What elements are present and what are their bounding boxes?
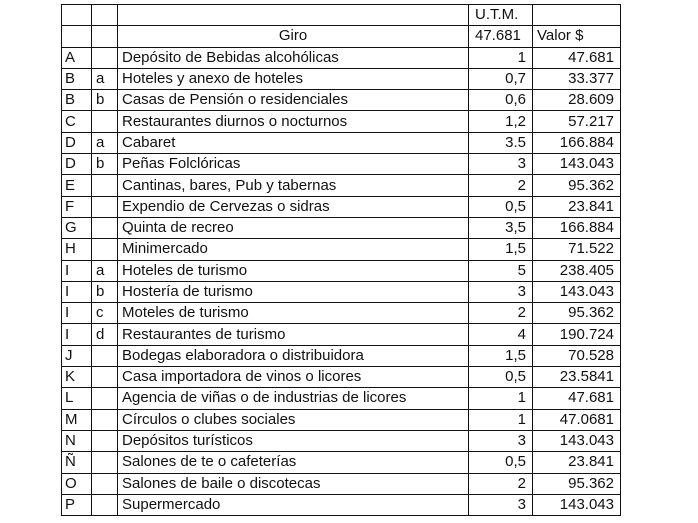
table-row <box>62 217 621 238</box>
row-sub-cell <box>92 196 118 217</box>
row-code-cell: E <box>62 175 92 196</box>
table-row <box>62 281 621 302</box>
row-code-cell: D <box>62 154 92 175</box>
row-code-cell: O <box>62 473 92 494</box>
row-giro-cell: Depósitos turísticos <box>118 430 469 451</box>
row-giro-cell: Hostería de turismo <box>118 281 469 302</box>
row-sub-cell: a <box>92 132 118 153</box>
row-code-cell: P <box>62 494 92 515</box>
row-code-cell: I <box>62 260 92 281</box>
row-giro-cell: Peñas Folclóricas <box>118 154 469 175</box>
row-valor-cell: 33.377 <box>533 68 621 89</box>
row-giro-cell: Bodegas elaboradora o distribuidora <box>118 345 469 366</box>
row-sub-cell: d <box>92 324 118 345</box>
header-empty-cell <box>533 5 621 26</box>
row-sub-cell <box>92 388 118 409</box>
row-utm-cell: 3 <box>469 154 533 175</box>
row-valor-cell: 166.884 <box>533 217 621 238</box>
header-utm-value: 47.681 <box>469 26 533 47</box>
row-utm-cell: 2 <box>469 175 533 196</box>
table-row <box>62 324 621 345</box>
table-row <box>62 260 621 281</box>
header-row-2 <box>62 26 621 47</box>
row-code-cell: Ñ <box>62 452 92 473</box>
header-giro-label: Giro <box>118 26 469 47</box>
header-empty-cell <box>92 26 118 47</box>
row-code-cell: D <box>62 132 92 153</box>
table-row <box>62 239 621 260</box>
row-code-cell: K <box>62 367 92 388</box>
row-valor-cell: 70.528 <box>533 345 621 366</box>
row-giro-cell: Agencia de viñas o de industrias de licores <box>118 388 469 409</box>
table-row <box>62 494 621 515</box>
table-row <box>62 132 621 153</box>
row-code-cell: J <box>62 345 92 366</box>
table-row <box>62 175 621 196</box>
row-utm-cell: 0,7 <box>469 68 533 89</box>
patentes-table <box>61 4 621 516</box>
row-utm-cell: 0,5 <box>469 452 533 473</box>
row-giro-cell: Casa importadora de vinos o licores <box>118 367 469 388</box>
row-sub-cell <box>92 111 118 132</box>
row-code-cell: C <box>62 111 92 132</box>
row-code-cell: I <box>62 303 92 324</box>
row-sub-cell <box>92 409 118 430</box>
row-giro-cell: Cantinas, bares, Pub y tabernas <box>118 175 469 196</box>
row-utm-cell: 1,5 <box>469 239 533 260</box>
table-row <box>62 196 621 217</box>
row-utm-cell: 4 <box>469 324 533 345</box>
row-giro-cell: Restaurantes diurnos o nocturnos <box>118 111 469 132</box>
row-giro-cell: Quinta de recreo <box>118 217 469 238</box>
row-code-cell: L <box>62 388 92 409</box>
table-row <box>62 473 621 494</box>
row-giro-cell: Moteles de turismo <box>118 303 469 324</box>
header-empty-cell <box>92 5 118 26</box>
row-giro-cell: Casas de Pensión o residenciales <box>118 90 469 111</box>
row-valor-cell: 47.0681 <box>533 409 621 430</box>
table-row <box>62 68 621 89</box>
row-sub-cell: b <box>92 154 118 175</box>
row-utm-cell: 3.5 <box>469 132 533 153</box>
row-giro-cell: Círculos o clubes sociales <box>118 409 469 430</box>
row-giro-cell: Restaurantes de turismo <box>118 324 469 345</box>
row-valor-cell: 23.5841 <box>533 367 621 388</box>
row-valor-cell: 71.522 <box>533 239 621 260</box>
row-code-cell: H <box>62 239 92 260</box>
row-giro-cell: Supermercado <box>118 494 469 515</box>
table-row <box>62 47 621 68</box>
row-valor-cell: 143.043 <box>533 430 621 451</box>
row-valor-cell: 57.217 <box>533 111 621 132</box>
table-row <box>62 452 621 473</box>
row-giro-cell: Cabaret <box>118 132 469 153</box>
row-utm-cell: 3 <box>469 494 533 515</box>
row-valor-cell: 95.362 <box>533 303 621 324</box>
row-utm-cell: 0,6 <box>469 90 533 111</box>
row-valor-cell: 23.841 <box>533 452 621 473</box>
row-utm-cell: 0,5 <box>469 196 533 217</box>
table-row <box>62 111 621 132</box>
table-row <box>62 388 621 409</box>
row-utm-cell: 3 <box>469 281 533 302</box>
table-body <box>62 5 621 516</box>
row-utm-cell: 2 <box>469 303 533 324</box>
row-valor-cell: 190.724 <box>533 324 621 345</box>
row-valor-cell: 143.043 <box>533 281 621 302</box>
table-row <box>62 154 621 175</box>
row-sub-cell <box>92 430 118 451</box>
row-code-cell: N <box>62 430 92 451</box>
row-sub-cell <box>92 217 118 238</box>
table-row <box>62 409 621 430</box>
row-valor-cell: 95.362 <box>533 473 621 494</box>
row-utm-cell: 1 <box>469 47 533 68</box>
row-giro-cell: Expendio de Cervezas o sidras <box>118 196 469 217</box>
header-row-1 <box>62 5 621 26</box>
row-code-cell: F <box>62 196 92 217</box>
row-sub-cell: a <box>92 68 118 89</box>
row-sub-cell <box>92 473 118 494</box>
row-valor-cell: 28.609 <box>533 90 621 111</box>
row-code-cell: B <box>62 68 92 89</box>
row-utm-cell: 1 <box>469 409 533 430</box>
row-sub-cell <box>92 175 118 196</box>
header-valor-label: Valor $ <box>533 26 621 47</box>
header-empty-cell <box>118 5 469 26</box>
row-giro-cell: Minimercado <box>118 239 469 260</box>
row-valor-cell: 23.841 <box>533 196 621 217</box>
row-sub-cell <box>92 494 118 515</box>
header-empty-cell <box>62 5 92 26</box>
row-valor-cell: 143.043 <box>533 154 621 175</box>
row-utm-cell: 0,5 <box>469 367 533 388</box>
row-code-cell: B <box>62 90 92 111</box>
row-giro-cell: Depósito de Bebidas alcohólicas <box>118 47 469 68</box>
row-utm-cell: 2 <box>469 473 533 494</box>
row-valor-cell: 95.362 <box>533 175 621 196</box>
row-valor-cell: 143.043 <box>533 494 621 515</box>
row-sub-cell: b <box>92 90 118 111</box>
table-row <box>62 430 621 451</box>
row-sub-cell <box>92 47 118 68</box>
row-sub-cell <box>92 452 118 473</box>
row-sub-cell: a <box>92 260 118 281</box>
header-empty-cell <box>62 26 92 47</box>
row-giro-cell: Salones de baile o discotecas <box>118 473 469 494</box>
row-utm-cell: 5 <box>469 260 533 281</box>
row-sub-cell <box>92 239 118 260</box>
row-giro-cell: Hoteles de turismo <box>118 260 469 281</box>
row-sub-cell <box>92 367 118 388</box>
row-code-cell: I <box>62 324 92 345</box>
row-utm-cell: 3,5 <box>469 217 533 238</box>
row-valor-cell: 47.681 <box>533 388 621 409</box>
row-sub-cell: b <box>92 281 118 302</box>
row-sub-cell: c <box>92 303 118 324</box>
row-utm-cell: 1,2 <box>469 111 533 132</box>
row-code-cell: A <box>62 47 92 68</box>
table-row <box>62 90 621 111</box>
table-row <box>62 303 621 324</box>
table-row <box>62 345 621 366</box>
row-utm-cell: 1 <box>469 388 533 409</box>
row-valor-cell: 47.681 <box>533 47 621 68</box>
row-utm-cell: 1,5 <box>469 345 533 366</box>
row-utm-cell: 3 <box>469 430 533 451</box>
header-utm-label: U.T.M. <box>469 5 533 26</box>
row-valor-cell: 238.405 <box>533 260 621 281</box>
row-code-cell: I <box>62 281 92 302</box>
row-sub-cell <box>92 345 118 366</box>
row-code-cell: G <box>62 217 92 238</box>
row-code-cell: M <box>62 409 92 430</box>
table-row <box>62 367 621 388</box>
row-giro-cell: Salones de te o cafeterías <box>118 452 469 473</box>
row-valor-cell: 166.884 <box>533 132 621 153</box>
row-giro-cell: Hoteles y anexo de hoteles <box>118 68 469 89</box>
